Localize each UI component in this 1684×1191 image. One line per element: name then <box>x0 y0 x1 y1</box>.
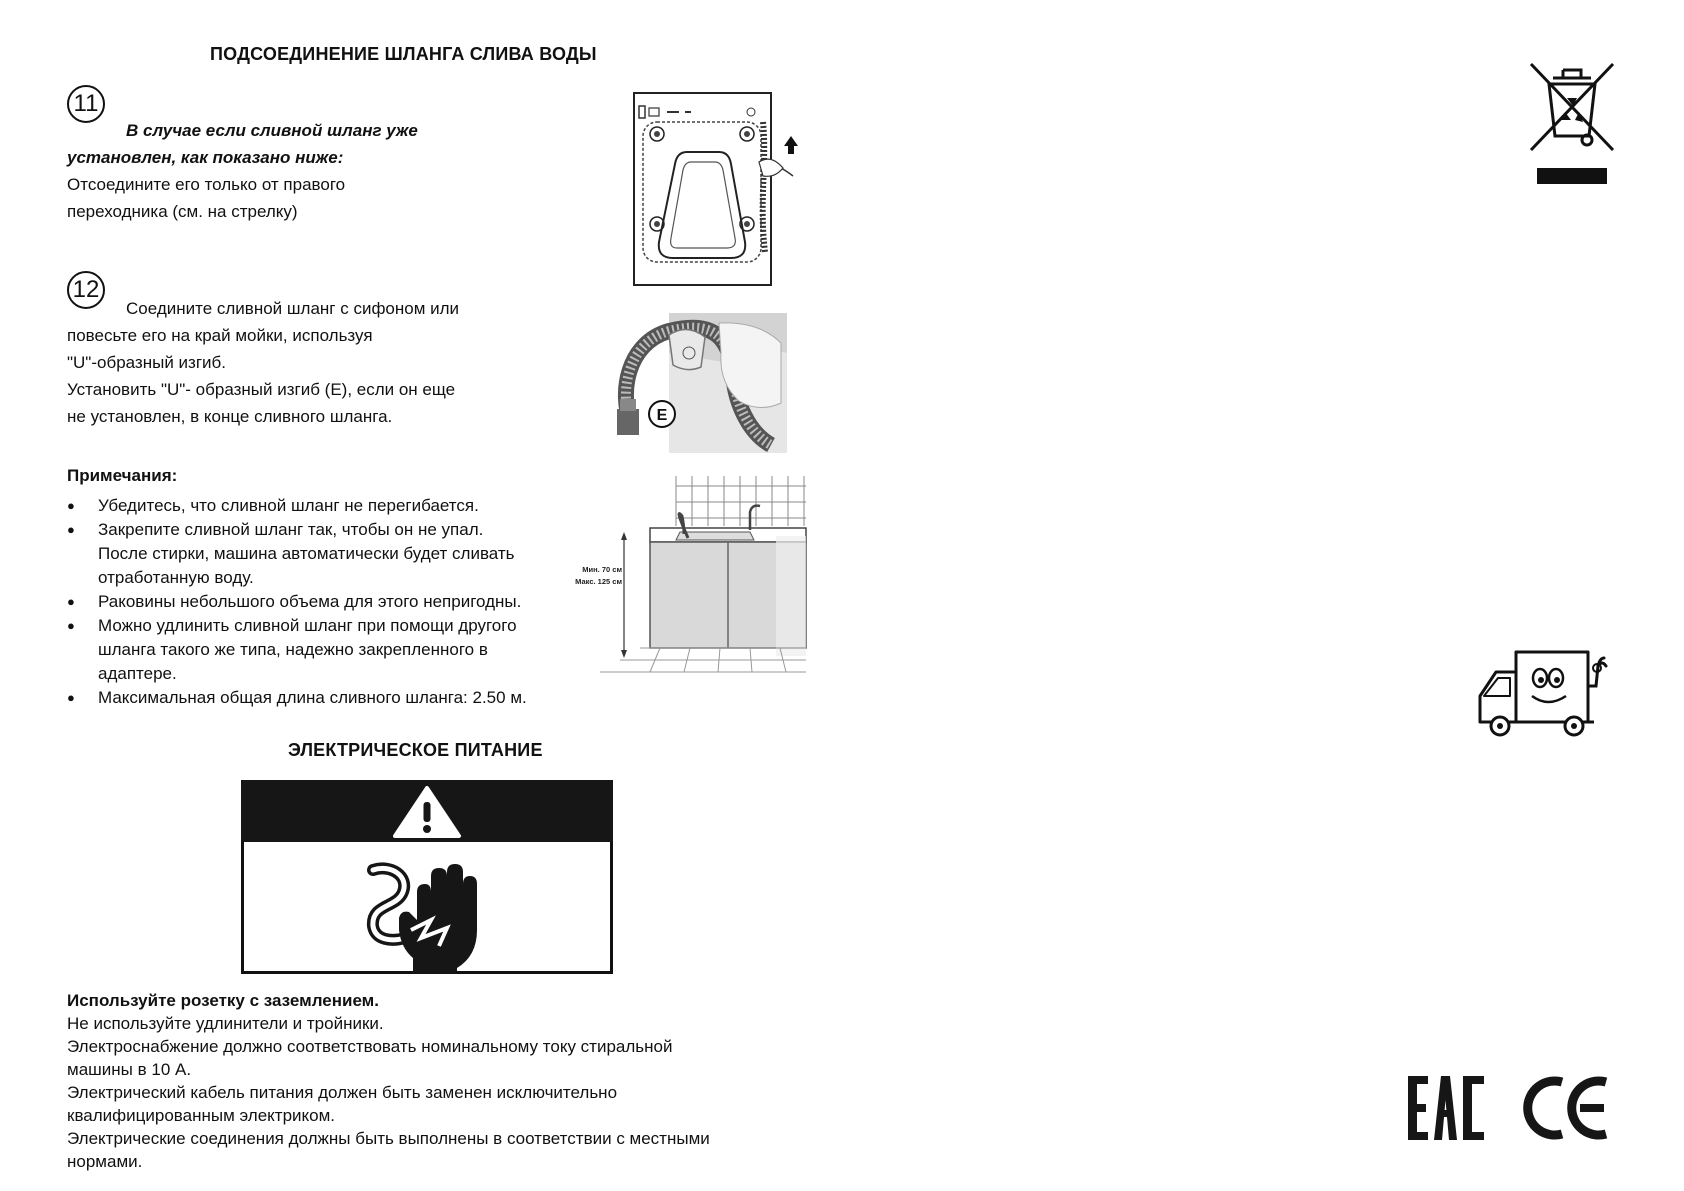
step-12-line-2: повесьте его на край мойки, используя <box>67 326 373 345</box>
step-11-text <box>67 117 418 225</box>
drain-section-title: ПОДСОЕДИНЕНИЕ ШЛАНГА СЛИВА ВОДЫ <box>210 44 597 64</box>
ce-mark-text <box>1528 1140 1529 1141</box>
step-11-line-1: В случае если сливной шланг уже <box>126 121 418 140</box>
step-11-line-4: переходника (см. на стрелку) <box>67 202 298 221</box>
up-arrow-icon <box>784 136 798 154</box>
eac-mark-icon <box>1408 1076 1486 1140</box>
electric-line-6: Электрические соединения должны быть выполнены в соответствии с местными <box>67 1129 710 1148</box>
electric-line-4: Электрический кабель питания должен быть заменен исключительно <box>67 1083 618 1102</box>
electric-section-title: ЭЛЕКТРИЧЕСКОЕ ПИТАНИЕ <box>288 740 543 760</box>
electric-bold-line: Используйте розетку с заземлением. <box>67 991 379 1010</box>
electric-line-2: Электроснабжение должно соответствовать номинальному току стиральной <box>67 1037 673 1056</box>
height-max-label: Макс. 125 см <box>575 577 622 586</box>
note-item: ● Раковины небольшого объема для этого непригодны. <box>67 590 527 614</box>
step-11-line-3: Отсоедините его только от правого <box>67 175 346 194</box>
electric-line-1: Не используйте удлинители и тройники. <box>67 1014 384 1033</box>
height-min-label: Мин. 70 см <box>582 565 622 574</box>
step-12-line-5: не установлен, в конце сливного шланга. <box>67 407 393 426</box>
eac-mark-text <box>1408 1140 1409 1141</box>
electric-line-7: нормами. <box>67 1152 143 1171</box>
hose-label: E <box>656 407 668 424</box>
electric-line-3: машины в 10 А. <box>67 1060 192 1079</box>
hose-u-bend-illustration <box>609 313 787 453</box>
weee-bin-icon <box>1527 60 1617 188</box>
electric-shock-warning-icon <box>241 780 613 974</box>
step-12-number: 12 <box>67 271 105 309</box>
step-12-line-1: Соедините сливной шланг с сифоном или <box>126 299 460 318</box>
notes-list <box>67 494 527 710</box>
electric-line-5: квалифицированным электриком. <box>67 1106 336 1125</box>
step-12-line-3: "U"-образный изгиб. <box>67 353 226 372</box>
note-item: ● Закрепите сливной шланг так, чтобы он не упал. После стирки, машина автоматически будет сливать отработанную воду. <box>67 518 527 590</box>
delivery-truck-icon <box>1474 646 1610 740</box>
washer-back-illustration <box>633 92 803 288</box>
notes-title: Примечания: <box>67 466 178 485</box>
step-12-line-4: Установить "U"- образный изгиб (E), если он еще <box>67 380 456 399</box>
note-item: ● Можно удлинить сливной шланг при помощи другого шланга такого же типа, надежно закрепленного в адаптере. <box>67 614 527 686</box>
sink-height-illustration <box>575 476 806 672</box>
note-item: ● Убедитесь, что сливной шланг не перегибается. <box>67 494 527 518</box>
ce-mark-icon <box>1528 1076 1610 1140</box>
note-item: ● Максимальная общая длина сливного шланга: 2.50 м. <box>67 686 527 710</box>
step-11-number: 11 <box>67 85 105 123</box>
step-11-line-2: установлен, как показано ниже: <box>67 148 344 167</box>
step-12-text <box>67 295 459 430</box>
electric-text <box>67 989 710 1173</box>
